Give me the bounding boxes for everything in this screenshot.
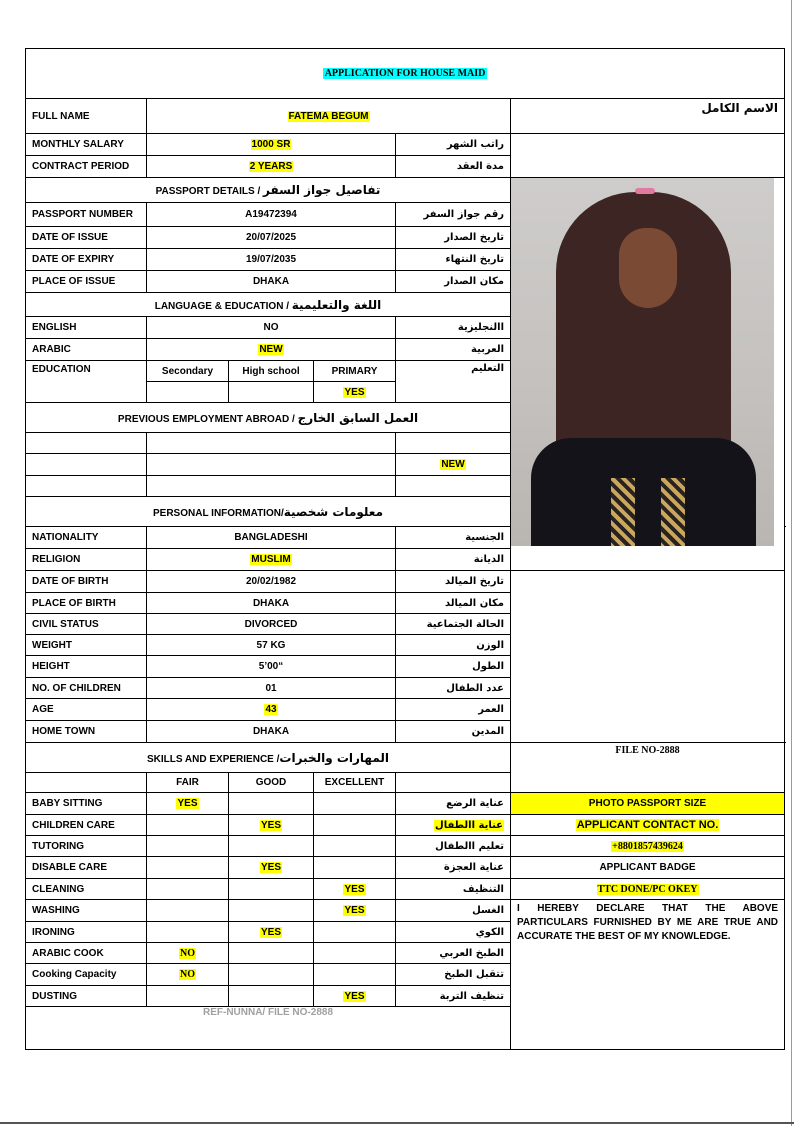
contract-arabic: مدة العقد — [396, 156, 511, 178]
embroidery-left — [611, 478, 635, 546]
contract-value: 2 YEARS — [249, 161, 293, 172]
nationality-arabic: الجنسية — [396, 527, 511, 549]
skill-mark — [187, 991, 189, 1002]
age-label: AGE — [26, 699, 147, 721]
weight-label: WEIGHT — [26, 635, 147, 656]
religion-arabic: الديانة — [396, 549, 511, 571]
age-cell — [147, 699, 396, 721]
passport-heading-arabic: تفاصيل جواز السفر — [263, 183, 381, 197]
education-high-school: High school — [229, 361, 314, 382]
date-of-issue-value: 20/07/2025 — [147, 227, 396, 249]
skill-fair — [147, 964, 229, 986]
arabic-arabic: العربية — [396, 339, 511, 361]
skill-label: IRONING — [26, 922, 147, 943]
passport-heading — [26, 178, 511, 203]
previous-row-2-b — [147, 454, 396, 476]
skill-fair — [147, 879, 229, 900]
personal-heading-text: PERSONAL INFORMATION/ — [153, 507, 284, 519]
children-arabic: عدد الطفال — [396, 678, 511, 699]
skill-excellent — [314, 815, 396, 836]
skill-mark — [270, 948, 272, 959]
weight-arabic: الوزن — [396, 635, 511, 656]
face-shape — [619, 228, 677, 308]
civil-status-arabic: الحالة الجتماعية — [396, 614, 511, 635]
salary-value: 1000 SR — [251, 139, 291, 150]
skill-mark — [270, 798, 272, 809]
skill-mark: NO — [180, 947, 195, 959]
education-label: EDUCATION — [26, 361, 147, 403]
education-secondary: Secondary — [147, 361, 229, 382]
full-name-arabic: الاسم الكامل — [511, 99, 785, 134]
skill-label: DUSTING — [26, 986, 147, 1007]
skill-good — [229, 879, 314, 900]
previous-row-1-c — [396, 433, 511, 454]
contract-label: CONTRACT PERIOD — [26, 156, 147, 178]
skill-fair — [147, 793, 229, 815]
passport-heading-text: PASSPORT DETAILS / — [155, 186, 264, 197]
skill-good — [229, 836, 314, 857]
skill-fair — [147, 900, 229, 922]
hometown-label: HOME TOWN — [26, 721, 147, 743]
skill-mark — [354, 798, 356, 809]
date-of-issue-label: DATE OF ISSUE — [26, 227, 147, 249]
language-heading — [26, 293, 511, 317]
skill-label: BABY SITTING — [26, 793, 147, 815]
date-of-issue-arabic: تاريخ الصدار — [396, 227, 511, 249]
skill-mark — [354, 820, 356, 831]
age-arabic: العمر — [396, 699, 511, 721]
form-title: APPLICATION FOR HOUSE MAID — [324, 68, 486, 79]
applicant-photo — [511, 178, 774, 546]
form-title-cell — [26, 49, 785, 99]
contact-label: APPLICANT CONTACT NO. — [576, 819, 719, 831]
children-label: NO. OF CHILDREN — [26, 678, 147, 699]
skill-mark: YES — [260, 862, 281, 873]
col-good: GOOD — [229, 773, 314, 793]
height-arabic: الطول — [396, 656, 511, 678]
skill-mark — [270, 884, 272, 895]
skill-excellent — [314, 836, 396, 857]
skill-mark: YES — [344, 905, 365, 916]
skill-arabic: التنظيف — [396, 879, 511, 900]
skill-good — [229, 943, 314, 964]
skills-header-arabic-blank — [396, 773, 511, 793]
skill-label: TUTORING — [26, 836, 147, 857]
skill-fair — [147, 922, 229, 943]
nationality-value: BANGLADESHI — [147, 527, 396, 549]
religion-value: MUSLIM — [251, 554, 291, 565]
embroidery-right — [661, 478, 685, 546]
skill-arabic: الكوي — [396, 922, 511, 943]
skill-label: Cooking Capacity — [26, 964, 147, 986]
full-name-value: FATEMA BEGUM — [288, 110, 369, 122]
skill-fair — [147, 986, 229, 1007]
page-edge-line — [791, 0, 792, 1126]
skills-header-blank — [26, 773, 147, 793]
skill-excellent — [314, 964, 396, 986]
skill-good — [229, 986, 314, 1007]
skill-label: DISABLE CARE — [26, 857, 147, 879]
photo-passport-size: PHOTO PASSPORT SIZE — [511, 793, 785, 815]
previous-heading-arabic: العمل السابق الخارج — [297, 410, 419, 425]
skill-mark: YES — [344, 990, 365, 1002]
skills-heading — [26, 743, 511, 773]
religion-cell — [147, 549, 396, 571]
age-value: 43 — [265, 704, 277, 715]
skill-mark — [354, 927, 356, 938]
skill-good — [229, 900, 314, 922]
robe-shape — [531, 438, 756, 546]
passport-number-arabic: رقم جواز السفر — [396, 203, 511, 227]
salary-cell — [147, 134, 396, 156]
skill-fair — [147, 857, 229, 879]
pob-value: DHAKA — [147, 593, 396, 614]
height-label: HEIGHT — [26, 656, 147, 678]
skill-arabic: عناية العجزة — [396, 857, 511, 879]
full-name-label: FULL NAME — [26, 99, 147, 134]
applicant-badge: APPLICANT BADGE — [511, 857, 785, 879]
skill-arabic: تعليم االطفال — [396, 836, 511, 857]
arabic-value: NEW — [259, 344, 283, 355]
salary-label: MONTHLY SALARY — [26, 134, 147, 156]
contact-label-cell — [511, 815, 785, 836]
education-primary: PRIMARY — [314, 361, 396, 382]
date-of-expiry-arabic: تاريخ النتهاء — [396, 249, 511, 271]
contact-number-cell — [511, 836, 785, 857]
previous-row-2-cell — [396, 454, 511, 476]
date-of-expiry-label: DATE OF EXPIRY — [26, 249, 147, 271]
pob-arabic: مكان الميالد — [396, 593, 511, 614]
skill-mark — [354, 948, 356, 959]
application-form — [25, 48, 785, 1050]
photo-cell — [511, 178, 785, 571]
skill-good — [229, 922, 314, 943]
skill-mark — [270, 905, 272, 916]
arabic-cell — [147, 339, 396, 361]
skill-good — [229, 815, 314, 836]
skill-arabic: عناية االطفال — [435, 819, 503, 831]
education-arabic: التعليم — [396, 361, 511, 403]
blank-top-right — [511, 134, 785, 178]
skill-excellent — [314, 922, 396, 943]
skill-arabic: الطبخ العربي — [396, 943, 511, 964]
skill-excellent — [314, 879, 396, 900]
skill-mark: YES — [260, 926, 281, 938]
skill-good — [229, 793, 314, 815]
skill-label: WASHING — [26, 900, 147, 922]
full-name-cell — [147, 99, 511, 134]
religion-label: RELIGION — [26, 549, 147, 571]
previous-employment-heading — [26, 403, 511, 433]
previous-row-3-b — [147, 476, 396, 497]
skills-heading-arabic: المهارات والخبرات — [279, 750, 390, 765]
skill-mark — [354, 969, 356, 980]
skill-mark — [187, 820, 189, 831]
place-of-issue-label: PLACE OF ISSUE — [26, 271, 147, 293]
skill-arabic: تتقبل الطبخ — [396, 964, 511, 986]
skill-mark — [270, 991, 272, 1002]
previous-row-1-a — [26, 433, 147, 454]
nationality-label: NATIONALITY — [26, 527, 147, 549]
civil-status-label: CIVIL STATUS — [26, 614, 147, 635]
english-label: ENGLISH — [26, 317, 147, 339]
contact-number: +8801857439624 — [612, 840, 683, 852]
skill-excellent — [314, 900, 396, 922]
skill-label: CHILDREN CARE — [26, 815, 147, 836]
hair-pin — [635, 188, 655, 194]
skill-arabic-cell — [396, 815, 511, 836]
ttc-status: TTC DONE/PC OKEY — [597, 883, 698, 895]
education-high-school-answer — [229, 382, 314, 403]
personal-heading — [26, 497, 511, 527]
dob-label: DATE OF BIRTH — [26, 571, 147, 593]
col-fair: FAIR — [147, 773, 229, 793]
skill-excellent — [314, 793, 396, 815]
salary-arabic: راتب الشهر — [396, 134, 511, 156]
education-primary-answer-cell — [314, 382, 396, 403]
skill-mark: YES — [177, 798, 198, 809]
previous-row-3-c — [396, 476, 511, 497]
dob-arabic: تاريخ الميالد — [396, 571, 511, 593]
previous-value: NEW — [441, 459, 465, 470]
skill-mark: YES — [260, 819, 281, 831]
hometown-value: DHAKA — [147, 721, 396, 743]
previous-row-2-a — [26, 454, 147, 476]
skill-mark — [270, 841, 272, 852]
previous-row-3-a — [26, 476, 147, 497]
skill-arabic: عناية الرضع — [396, 793, 511, 815]
skill-mark — [354, 841, 356, 852]
language-heading-arabic: اللغة والتعليمية — [291, 297, 382, 312]
skill-fair — [147, 815, 229, 836]
reference-number: REF-NUNNA/ FILE NO-2888 — [26, 1007, 511, 1050]
skill-excellent — [314, 986, 396, 1007]
skill-excellent — [314, 943, 396, 964]
english-value: NO — [147, 317, 396, 339]
personal-heading-arabic: معلومات شخصية — [283, 504, 383, 519]
skill-mark: YES — [344, 883, 365, 895]
skill-mark: NO — [180, 969, 195, 980]
ttc-cell — [511, 879, 785, 900]
hometown-arabic: المدين — [396, 721, 511, 743]
education-primary-answer: YES — [344, 386, 365, 398]
children-value: 01 — [147, 678, 396, 699]
passport-number-label: PASSPORT NUMBER — [26, 203, 147, 227]
skill-mark — [187, 884, 189, 895]
skill-fair — [147, 836, 229, 857]
pob-label: PLACE OF BIRTH — [26, 593, 147, 614]
skill-arabic: الغسل — [396, 900, 511, 922]
file-number: FILE NO-2888 — [511, 743, 785, 793]
arabic-label: ARABIC — [26, 339, 147, 361]
previous-row-1-b — [147, 433, 396, 454]
skill-label: CLEANING — [26, 879, 147, 900]
col-excellent: EXCELLENT — [314, 773, 396, 793]
page-bottom-line — [0, 1122, 794, 1124]
skills-heading-text: SKILLS AND EXPERIENCE / — [146, 753, 280, 765]
skill-mark — [187, 862, 189, 873]
date-of-expiry-value: 19/07/2035 — [147, 249, 396, 271]
skill-mark — [270, 969, 272, 980]
skill-fair — [147, 943, 229, 964]
place-of-issue-value: DHAKA — [147, 271, 396, 293]
english-arabic: االنجليزية — [396, 317, 511, 339]
previous-heading-text: PREVIOUS EMPLOYMENT ABROAD / — [117, 413, 298, 425]
weight-value: 57 KG — [147, 635, 396, 656]
dob-value: 20/02/1982 — [147, 571, 396, 593]
skill-good — [229, 964, 314, 986]
skill-mark — [354, 862, 356, 873]
skill-excellent — [314, 857, 396, 879]
place-of-issue-arabic: مكان الصدار — [396, 271, 511, 293]
education-secondary-answer — [147, 382, 229, 403]
skill-mark — [187, 905, 189, 916]
civil-status-value: DIVORCED — [147, 614, 396, 635]
skill-mark — [187, 841, 189, 852]
declaration: I HEREBY DECLARE THAT THE ABOVE PARTICULARS FURNISHED BY ME ARE TRUE AND ACCURATE THE BEST OF MY KNOWLEDGE. — [511, 900, 785, 1050]
passport-number-value: A19472394 — [147, 203, 396, 227]
skill-label: ARABIC COOK — [26, 943, 147, 964]
skill-good — [229, 857, 314, 879]
skill-arabic: تنظيف التربة — [396, 986, 511, 1007]
height-value: 5’00“ — [147, 656, 396, 678]
contract-cell — [147, 156, 396, 178]
language-heading-text: LANGUAGE & EDUCATION / — [154, 300, 292, 312]
skill-mark — [187, 927, 189, 938]
